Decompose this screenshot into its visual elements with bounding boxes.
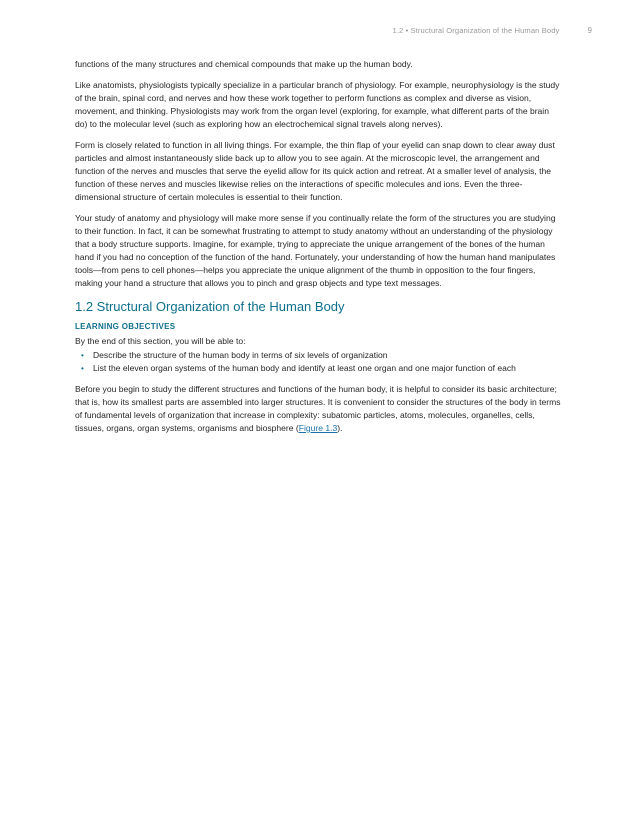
- paragraph-continuation: functions of the many structures and chemical compounds that make up the human body.: [75, 59, 413, 69]
- bullet-icon: •: [81, 364, 84, 373]
- paragraph-text: Before you begin to study the different structures and functions of the human body, it is helpful to consider its basic architecture; that is, how its smallest parts are assembled into larger structures. It is convenient to consider the structures of the body in terms of fundamental levels of organization that increase in complexity: subatomic particles, atoms, molecules, organelles, cells, tissues, organs, organ systems, organisms and biosphere (: [75, 384, 561, 433]
- running-header: [393, 26, 592, 35]
- section-title: 1.2 Structural Organization of the Human Body: [75, 299, 345, 314]
- page-number: 9: [587, 26, 592, 35]
- objective-text: List the eleven organ systems of the human body and identify at least one organ and one major function of each: [93, 363, 516, 373]
- learning-objectives-list: [75, 349, 561, 375]
- list-item: [75, 349, 561, 362]
- learning-objectives-intro: By the end of this section, you will be able to:: [75, 336, 246, 346]
- running-title: 1.2 • Structural Organization of the Human Body: [392, 26, 560, 35]
- list-item: [75, 362, 561, 375]
- page-content: [75, 58, 561, 443]
- paragraph-physiologists: Like anatomists, physiologists typically specialize in a particular branch of physiology. For example, neurophysiology is the study of the brain, spinal cord, and nerves and how these work together to perform functions as complex and diverse as vision, movement, and thinking. Physiologists may work from the organ level (exploring, for example, what different parts of the brain do) to the molecular level (such as exploring how an electrochemical signal travels along nerves).: [75, 80, 560, 129]
- paragraph-suffix: ).: [337, 423, 343, 433]
- paragraph-levels-of-organization: [75, 383, 561, 435]
- paragraph-form-function: Form is closely related to function in all living things. For example, the thin flap of your eyelid can snap down to clear away dust particles and almost instantaneously slide back up to allow you to see again. At the microscopic level, the arrangement and function of the nerves and muscles that serve the eyelid allow for its quick action and retreat. At a smaller level of analysis, the function of these nerves and muscles likewise relies on the interactions of specific molecules and ions. Even the three-dimensional structure of certain molecules is essential to their function.: [75, 140, 555, 202]
- paragraph-study-tip: Your study of anatomy and physiology will make more sense if you continually relate the form of the structures you are studying to their function. In fact, it can be somewhat frustrating to attempt to study anatomy without an understanding of the physiology that a body structure supports. Imagine, for example, trying to appreciate the unique arrangement of the bones of the human hand if you had no conception of the function of the hand. Fortunately, your understanding of how the human hand manipulates tools—from pens to cell phones—helps you appreciate the unique alignment of the thumb in opposition to the four fingers, making your hand a structure that allows you to pinch and grasp objects and type text messages.: [75, 213, 556, 288]
- learning-objectives-heading: LEARNING OBJECTIVES: [75, 322, 176, 331]
- figure-link[interactable]: Figure 1.3: [298, 423, 338, 433]
- objective-text: Describe the structure of the human body in terms of six levels of organization: [93, 350, 388, 360]
- bullet-icon: •: [81, 351, 84, 360]
